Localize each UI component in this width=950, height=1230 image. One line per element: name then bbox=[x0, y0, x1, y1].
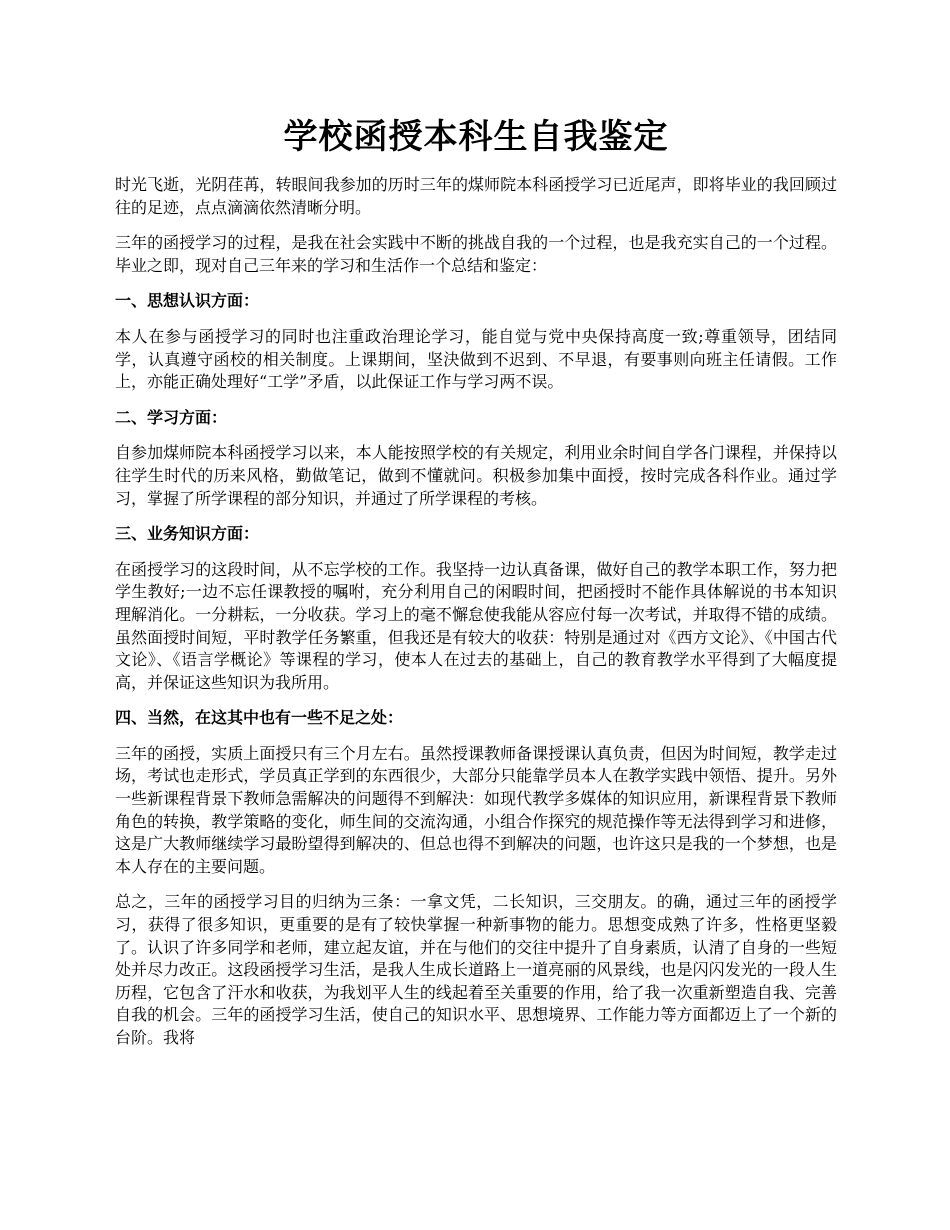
intro-paragraph: 时光飞逝，光阴荏苒，转眼间我参加的历时三年的煤师院本科函授学习已近尾声，即将毕业的我回顾过往的足迹，点点滴滴依然清晰分明。 bbox=[115, 175, 837, 217]
section-heading-study: 二、学习方面： bbox=[115, 407, 228, 427]
shortcomings-paragraph: 三年的函授，实质上面授只有三个月左右。虽然授课教师备课授课认真负责，但因为时间短，教学走过场，考试也走形式，学员真正学到的东西很少，大部分只能靠学员本人在教学实践中领悟、提升。另外一些新课程背景下教师急需解决的问题得不到解決：如现代教学多媒体的知识应用，新课程背景下教师角色的转换，教学策略的变化，师生间的交流沟通，小组合作探究的规范操作等无法得到学习和进修，这是广大教师继续学习最盼望得到解决的、但总也得不到解决的问题，也许这只是我的一个梦想，也是本人存在的主要问题。 bbox=[115, 743, 837, 876]
document-page bbox=[115, 108, 837, 1063]
overview-paragraph: 三年的函授学习的过程，是我在社会实践中不断的挑战自我的一个过程，也是我充实自己的一个过程。毕业之即，现对自己三年来的学习和生活作一个总结和鉴定： bbox=[115, 233, 837, 275]
conclusion-paragraph: 总之，三年的函授学习目的归纳为三条：一拿文凭，二长知识，三交朋友。的确，通过三年的函授学习，获得了很多知识，更重要的是有了较快掌握一种新事物的能力。思想变成熟了许多，性格更坚毅了。认识了许多同学和老师，建立起友谊，并在与他们的交往中提升了自身素质，认清了自身的一些短处并尽力改正。这段函授学习生活，是我人生成长道路上一道亮丽的风景线，也是闪闪发光的一段人生历程，它包含了汗水和收获，为我划平人生的线起着至关重要的作用，给了我一次重新塑造自我、完善自我的机会。三年的函授学习生活，使自己的知识水平、思想境界、工作能力等方面都迈上了一个新的台阶。我将 bbox=[115, 892, 837, 1047]
study-paragraph: 自参加煤师院本科函授学习以来，本人能按照学校的有关规定，利用业余时间自学各门课程，并保持以往学生时代的历来风格，勤做笔记，做到不懂就问。积极参加集中面授，按时完成各科作业。通过学习，掌握了所学课程的部分知识，并通过了所学课程的考核。 bbox=[115, 443, 837, 508]
section-heading-shortcomings: 四、当然，在这其中也有一些不足之处： bbox=[115, 708, 404, 728]
professional-paragraph: 在函授学习的这段时间，从不忘学校的工作。我坚持一边认真备课，做好自己的教学本职工作，努力把学生教好;一边不忘任课教授的嘱咐，充分利用自己的闲暇时间，把函授时不能作具体解说的书本知识理解消化。一分耕耘，一分收获。学习上的毫不懈怠使我能从容应付每一次考试，并取得不错的成绩。虽然面授时间短，平时教学任务繁重，但我还是有较大的收获：特别是通过对《西方文论》、《中国古代文论》、《语言学概论》等课程的学习，使本人在过去的基础上，自己的教育教学水平得到了大幅度提高，并保证这些知识为我所用。 bbox=[115, 559, 837, 692]
ideology-paragraph: 本人在参与函授学习的同时也注重政治理论学习，能自觉与党中央保持高度一致;尊重领导，团结同学，认真遵守函校的相关制度。上课期间，坚決做到不迟到、不早退，有要事则向班主任请假。工作上，亦能正确处理好“工学”矛盾，以此保证工作与学习两不误。 bbox=[115, 326, 837, 392]
section-heading-ideology: 一、思想认识方面： bbox=[115, 291, 260, 311]
document-title: 学校函授本科生自我鉴定 bbox=[283, 117, 669, 157]
section-heading-professional: 三、业务知识方面： bbox=[115, 524, 260, 544]
